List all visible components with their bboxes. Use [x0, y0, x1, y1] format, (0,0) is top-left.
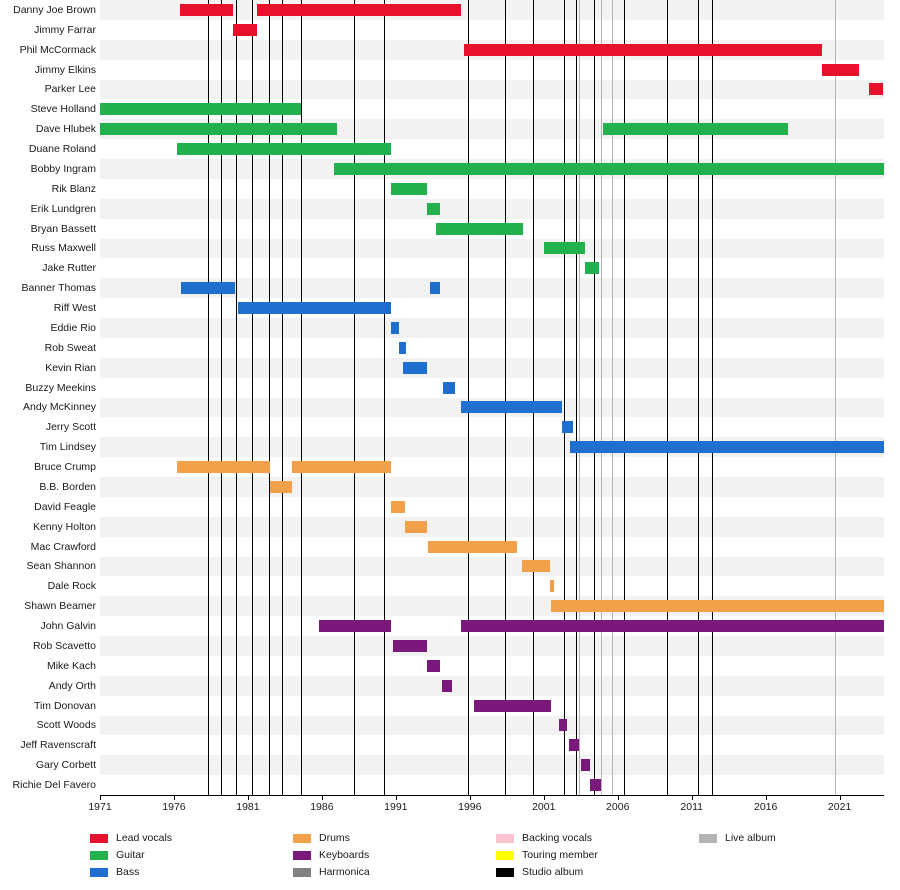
member-label: John Galvin [40, 620, 96, 633]
timeline-bar [585, 262, 598, 274]
member-label: Bobby Ingram [30, 162, 96, 175]
legend-swatch [699, 834, 717, 843]
timeline-bar [461, 401, 562, 413]
timeline-bar [393, 640, 427, 652]
member-label: Scott Woods [36, 719, 96, 732]
timeline-bar [180, 4, 233, 16]
member-label: Rob Scavetto [32, 639, 96, 652]
member-label: Erik Lundgren [30, 202, 96, 215]
studio-album-marker [301, 0, 302, 795]
x-tick-label: 2001 [532, 801, 556, 813]
member-label: Sean Shannon [26, 560, 96, 573]
member-label: Phil McCormack [19, 43, 96, 56]
member-label: Gary Corbett [35, 759, 96, 772]
member-label: Andy McKinney [23, 401, 96, 414]
legend-swatch [90, 834, 108, 843]
timeline-bar [238, 302, 392, 314]
member-label: Jimmy Farrar [34, 23, 96, 36]
timeline-bar [405, 521, 427, 533]
x-tick-label: 2021 [827, 801, 852, 813]
live-album-marker [579, 0, 580, 795]
legend-item [90, 847, 290, 864]
member-label: Danny Joe Brown [13, 3, 96, 16]
x-tick [692, 795, 693, 800]
row-band [100, 676, 884, 696]
timeline-bar [334, 163, 884, 175]
row-band [100, 477, 884, 497]
legend-label: Bass [116, 866, 140, 878]
timeline-bar [403, 362, 427, 374]
timeline-bar [570, 441, 884, 453]
legend-label: Lead vocals [116, 832, 173, 844]
timeline-bar [428, 541, 517, 553]
member-label: Duane Roland [28, 143, 96, 156]
row-band [100, 80, 884, 100]
legend-swatch [90, 851, 108, 860]
member-labels [0, 0, 96, 795]
member-label: Eddie Rio [50, 321, 96, 334]
row-band [100, 576, 884, 596]
studio-album-marker [252, 0, 253, 795]
timeline-bar [319, 620, 391, 632]
row-band [100, 298, 884, 318]
legend-label: Guitar [116, 849, 145, 861]
timeline-bar [391, 183, 427, 195]
row-band [100, 636, 884, 656]
row-band [100, 716, 884, 736]
timeline-bar [442, 680, 452, 692]
live-album-marker [612, 0, 613, 795]
member-label: Andy Orth [48, 679, 96, 692]
row-band [100, 656, 884, 676]
legend-label: Drums [319, 832, 350, 844]
member-label: Steve Holland [30, 103, 96, 116]
timeline-bar [822, 64, 859, 76]
studio-album-marker [505, 0, 506, 795]
member-label: Tim Donovan [33, 699, 96, 712]
studio-album-marker [468, 0, 469, 795]
x-tick [618, 795, 619, 800]
timeline-bar [544, 242, 585, 254]
studio-album-marker [564, 0, 565, 795]
studio-album-marker [624, 0, 625, 795]
timeline-bar [292, 461, 391, 473]
timeline-bar [100, 103, 301, 115]
legend-swatch [293, 851, 311, 860]
member-label: Dale Rock [47, 580, 96, 593]
row-band [100, 20, 884, 40]
timeline-bar [427, 660, 440, 672]
legend-swatch [293, 868, 311, 877]
timeline-bar [391, 501, 404, 513]
timeline-bar [443, 382, 455, 394]
member-label: B.B. Borden [39, 480, 96, 493]
timeline-bar [581, 759, 590, 771]
studio-album-marker [282, 0, 283, 795]
studio-album-marker [236, 0, 237, 795]
legend-label: Harmonica [319, 866, 370, 878]
timeline-bar [391, 322, 398, 334]
timeline-bar [869, 83, 882, 95]
legend-item [293, 830, 493, 847]
x-tick-label: 1986 [310, 801, 334, 813]
timeline-bar [257, 4, 461, 16]
x-tick-label: 1996 [458, 801, 482, 813]
studio-album-marker [576, 0, 577, 795]
member-label: Rik Blanz [51, 182, 96, 195]
x-tick-label: 2016 [753, 801, 778, 813]
member-label: Mike Kach [46, 659, 96, 672]
timeline-bar [233, 24, 257, 36]
x-tick [544, 795, 545, 800]
timeline-bar [569, 739, 579, 751]
row-band [100, 517, 884, 537]
member-label: Jimmy Elkins [34, 63, 96, 76]
studio-album-marker [221, 0, 222, 795]
x-tick-label: 1981 [236, 801, 260, 813]
studio-album-marker [269, 0, 270, 795]
timeline-bar [474, 700, 551, 712]
timeline-bar [464, 44, 822, 56]
studio-album-marker [698, 0, 699, 795]
legend-label: Studio album [522, 866, 584, 878]
member-label: Buzzy Meekins [25, 381, 96, 394]
legend-swatch [496, 851, 514, 860]
studio-album-marker [533, 0, 534, 795]
timeline-bar [181, 282, 234, 294]
member-label: Shawn Beamer [24, 600, 96, 613]
legend-item [699, 830, 899, 847]
legend-swatch [496, 834, 514, 843]
member-label: Dave Hlubek [35, 123, 96, 136]
row-band [100, 557, 884, 577]
studio-album-marker [208, 0, 209, 795]
legend-item [293, 864, 493, 881]
x-tick [100, 795, 101, 800]
x-tick-label: 2011 [680, 801, 703, 813]
x-tick [396, 795, 397, 800]
timeline-bar [427, 203, 440, 215]
row-band [100, 735, 884, 755]
legend-item [90, 830, 290, 847]
x-tick [766, 795, 767, 800]
member-label: David Feagle [34, 500, 96, 513]
legend-swatch [90, 868, 108, 877]
row-band [100, 318, 884, 338]
chart-legend [90, 830, 890, 882]
row-band [100, 755, 884, 775]
timeline-bar [461, 620, 884, 632]
legend-item [496, 830, 696, 847]
row-band [100, 179, 884, 199]
row-band [100, 239, 884, 259]
timeline-bar [551, 600, 884, 612]
row-band [100, 258, 884, 278]
live-album-marker [835, 0, 836, 795]
row-band [100, 60, 884, 80]
member-label: Jeff Ravenscraft [20, 739, 96, 752]
legend-column [496, 830, 696, 881]
x-tick [470, 795, 471, 800]
studio-album-marker [354, 0, 355, 795]
x-tick [174, 795, 175, 800]
row-band [100, 497, 884, 517]
legend-item [90, 864, 290, 881]
timeline-bar [430, 282, 440, 294]
member-label: Kenny Holton [32, 520, 96, 533]
timeline-bar [522, 560, 550, 572]
timeline-bar [270, 481, 292, 493]
legend-item [496, 864, 696, 881]
x-tick [248, 795, 249, 800]
studio-album-marker [712, 0, 713, 795]
timeline-bar [550, 580, 554, 592]
member-label: Banner Thomas [21, 282, 96, 295]
legend-swatch [293, 834, 311, 843]
legend-label: Touring member [522, 849, 598, 861]
studio-album-marker [667, 0, 668, 795]
row-band [100, 199, 884, 219]
timeline-bar [399, 342, 406, 354]
legend-label: Keyboards [319, 849, 370, 861]
legend-column [293, 830, 493, 881]
member-label: Richie Del Favero [12, 779, 96, 792]
member-label: Kevin Rian [45, 361, 96, 374]
member-label: Jerry Scott [45, 421, 96, 434]
timeline-bar [590, 779, 602, 791]
row-band [100, 417, 884, 437]
timeline-bar [603, 123, 788, 135]
x-tick-label: 1991 [384, 801, 408, 813]
timeline-bar [177, 461, 270, 473]
live-album-marker [601, 0, 602, 795]
row-band [100, 378, 884, 398]
x-axis [88, 795, 884, 817]
member-label: Bruce Crump [34, 461, 96, 474]
legend-column [699, 830, 899, 847]
member-label: Tim Lindsey [39, 441, 96, 454]
legend-label: Backing vocals [522, 832, 593, 844]
timeline-bar [100, 123, 337, 135]
studio-album-marker [384, 0, 385, 795]
timeline-bar [436, 223, 523, 235]
member-label: Bryan Bassett [30, 222, 96, 235]
timeline-bar [559, 719, 568, 731]
row-band [100, 338, 884, 358]
timeline-plot-area [100, 0, 884, 795]
member-label: Rob Sweat [44, 341, 96, 354]
timeline-bar [562, 421, 574, 433]
x-tick [322, 795, 323, 800]
legend-label: Live album [725, 832, 776, 844]
member-label: Russ Maxwell [31, 242, 96, 255]
legend-item [496, 847, 696, 864]
row-band [100, 775, 884, 795]
member-label: Mac Crawford [30, 540, 96, 553]
legend-item [293, 847, 493, 864]
legend-swatch [496, 868, 514, 877]
x-tick-label: 1976 [162, 801, 186, 813]
member-label: Jake Rutter [42, 262, 96, 275]
legend-column [90, 830, 290, 881]
row-band [100, 358, 884, 378]
x-tick [840, 795, 841, 800]
x-tick-label: 2006 [606, 801, 630, 813]
member-label: Riff West [53, 302, 96, 315]
x-tick-label: 1971 [88, 801, 112, 813]
member-label: Parker Lee [44, 83, 96, 96]
timeline-bar [177, 143, 391, 155]
studio-album-marker [594, 0, 595, 795]
